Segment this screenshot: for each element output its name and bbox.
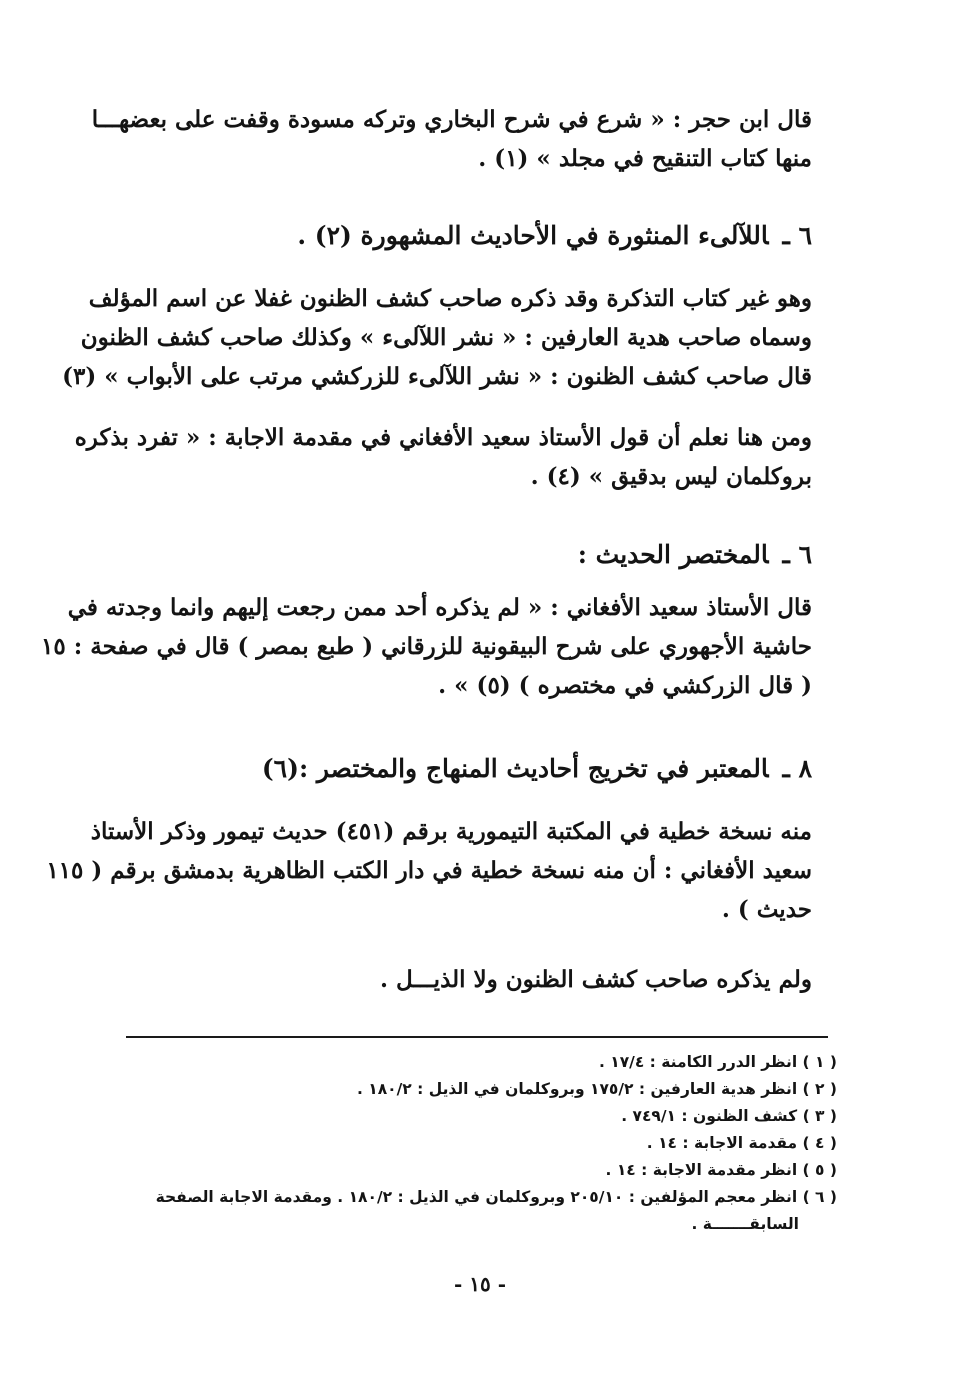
- heading-title: اللآلىء المنثورة في الأحاديث المشهورة (٢) .: [297, 221, 769, 250]
- paragraph-kashf: [122, 960, 812, 999]
- text-line: حديث ) .: [721, 896, 812, 923]
- footnote-4: ( ٤ ) مقدمة الاجابة : ١٤ .: [646, 1134, 837, 1152]
- section-heading-mutabar: [122, 749, 812, 789]
- text-line: ولم يذكره صاحب كشف الظنون ولا الذيـــل .: [380, 966, 812, 993]
- paragraph-timuriyya: [46, 812, 812, 929]
- text-line: سعيد الأفغاني : أن منه نسخة خطية في دار الكتب الظاهرية بدمشق برقم ( ١١٥: [46, 857, 812, 884]
- text-line: بروكلمان ليس بدقيق » (٤) .: [530, 463, 812, 490]
- paragraph-tadhkira: [62, 279, 812, 396]
- footnotes: [117, 1049, 837, 1238]
- text-line: منها كتاب التنقيح في مجلد » (١) .: [478, 145, 812, 172]
- text-line: قال صاحب كشف الظنون : « نشر اللآلىء للزركشي مرتب على الأبواب » (٣): [62, 363, 812, 390]
- text-line: قال الأستاذ سعيد الأفغاني : « لم يذكره أحد ممن رجعت إليهم وانما وجدته في: [67, 594, 812, 621]
- text-line: وسماه صاحب هدية العارفين : « نشر اللآلىء » وكذلك صاحب كشف الظنون: [80, 324, 812, 351]
- heading-number: ٦ ـ: [782, 221, 812, 250]
- paragraph-ajhuri: [41, 588, 812, 705]
- paragraph-afghani: [74, 418, 812, 496]
- section-heading-lalie: [122, 216, 812, 256]
- text-line: منه نسخة خطية في المكتبة التيمورية برقم (٤٥١) حديث تيمور وذكر الأستاذ: [90, 818, 812, 845]
- footnote-divider: [126, 1036, 828, 1038]
- footnote-6: ( ٦ ) انظر معجم المؤلفين : ٢٠٥/١٠ وبروكلمان في الذيل : ١٨٠/٢ . ومقدمة الاجابة الصفحة: [155, 1188, 837, 1206]
- text-line: وهو غير كتاب التذكرة وقد ذكره صاحب كشف الظنون غفلا عن اسم المؤلف: [88, 285, 812, 312]
- paragraph-ibn-hajar: [91, 100, 812, 178]
- footnote-6-continuation: السابقـــــــة .: [691, 1215, 799, 1233]
- footnote-1: ( ١ ) انظر الدرر الكامنة : ١٧/٤ .: [598, 1053, 837, 1071]
- page-number: - ١٥ -: [453, 1272, 506, 1296]
- text-line: حاشية الأجهوري على شرح البيقونية للزرقاني ( طبع بمصر ) قال في صفحة : ١٥: [41, 633, 812, 660]
- heading-title: المعتبر في تخريج أحاديث المنهاج والمختصر :(٦): [261, 754, 769, 783]
- footnote-2: ( ٢ ) انظر هدية العارفين : ١٧٥/٢ وبروكلمان في الذيل : ١٨٠/٢ .: [356, 1080, 837, 1098]
- text-line: ( قال الزركشي في مختصره ) (٥) » .: [438, 672, 812, 699]
- heading-number: ٦ ـ: [782, 540, 812, 569]
- text-line: قال ابن حجر : « شرع في شرح البخاري وتركه مسودة وقفت على بعضهـــا: [91, 106, 812, 133]
- footnote-5: ( ٥ ) انظر مقدمة الاجابة : ١٤ .: [605, 1161, 837, 1179]
- footnote-3: ( ٣ ) كشف الظنون : ٧٤٩/١ .: [621, 1107, 837, 1125]
- text-line: ومن هنا نعلم أن قول الأستاذ سعيد الأفغاني في مقدمة الاجابة : « تفرد بذكره: [74, 424, 812, 451]
- section-heading-mukhtasar: [122, 535, 812, 575]
- heading-title: المختصر الحديث :: [577, 540, 769, 569]
- heading-number: ٨ ـ: [782, 754, 812, 783]
